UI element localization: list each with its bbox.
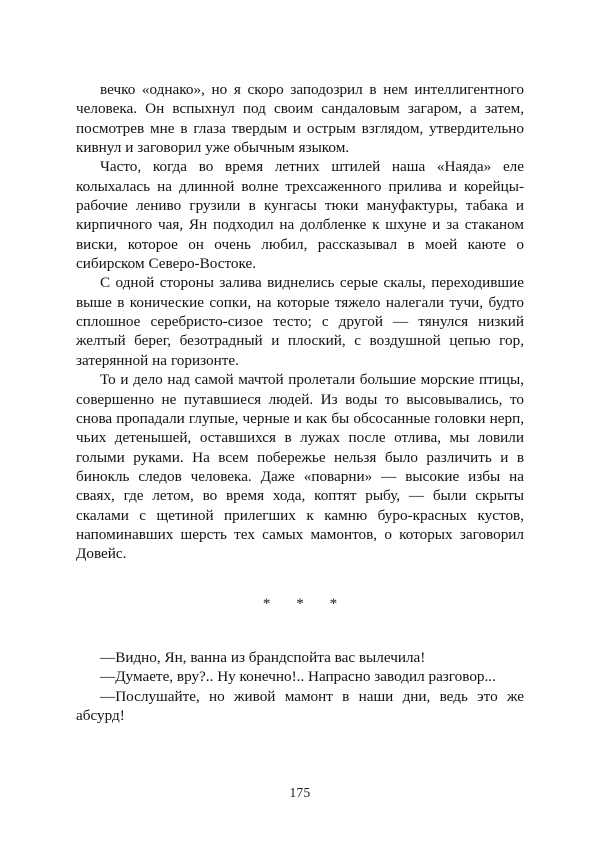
dialogue-line: —Послушайте, но живой мамонт в наши дни, ведь это же абсурд! [76, 687, 524, 725]
body-text-block [76, 80, 524, 725]
asterisk-separator-glyphs: * * * [262, 595, 349, 612]
paragraph: Часто, когда во время летних штилей наша «Наяда» еле колыхалась на длинной волне трехсаженного прилива и корейцы-рабочие лениво грузили в кунгасы тюки мануфактуры, табака и кирпичного чая, Ян подходил на долбленке к шхуне и за стаканом виски, которое он очень любил, рассказывал в моей каюте о сибирском Северо-Востоке. [76, 158, 524, 273]
paragraph: С одной стороны залива виднелись серые скалы, переходившие выше в конические сопки, на которые тяжело налегали тучи, будто сплошное серебристо-сизое тесто; с другой — тянулся низкий желтый берег, безотрадный и плоский, с воздушной цепью гор, затерянной на горизонте. [76, 274, 524, 369]
dialogue-block [76, 648, 524, 725]
dialogue-line: —Думаете, вру?.. Ну конечно!.. Напрасно заводил разговор... [100, 668, 496, 686]
page-number: 175 [289, 785, 311, 800]
dialogue-line: —Видно, Ян, ванна из брандспойта вас вылечила! [100, 649, 426, 666]
paragraph: То и дело над самой мачтой пролетали большие морские птицы, совершенно не путавшиеся людей. Из воды то высовывались, то снова пропадали глупые, черные и как бы обсосанные головки нерп, чьих детенышей, оставшихся в лужах после отлива, мы ловили голыми руками. На всем побережье нельзя было различить и в бинокль следов человека. Даже «поварни» — высокие избы на сваях, где летом, во время хода, коптят рыбу, — были скрыты скалами с щетиной прилегших к камню буро-красных кустов, напоминавших шерсть тех самых мамонтов, о которых заговорил Довейс. [76, 371, 524, 563]
paragraph: вечко «однако», но я скоро заподозрил в нем интеллигентного человека. Он вспыхнул под своим сандаловым загаром, а затем, посмотрев мне в глаза твердым и острым взглядом, утвердительно кивнул и заговорил уже обычным языком. [76, 81, 524, 157]
section-separator [76, 594, 524, 613]
